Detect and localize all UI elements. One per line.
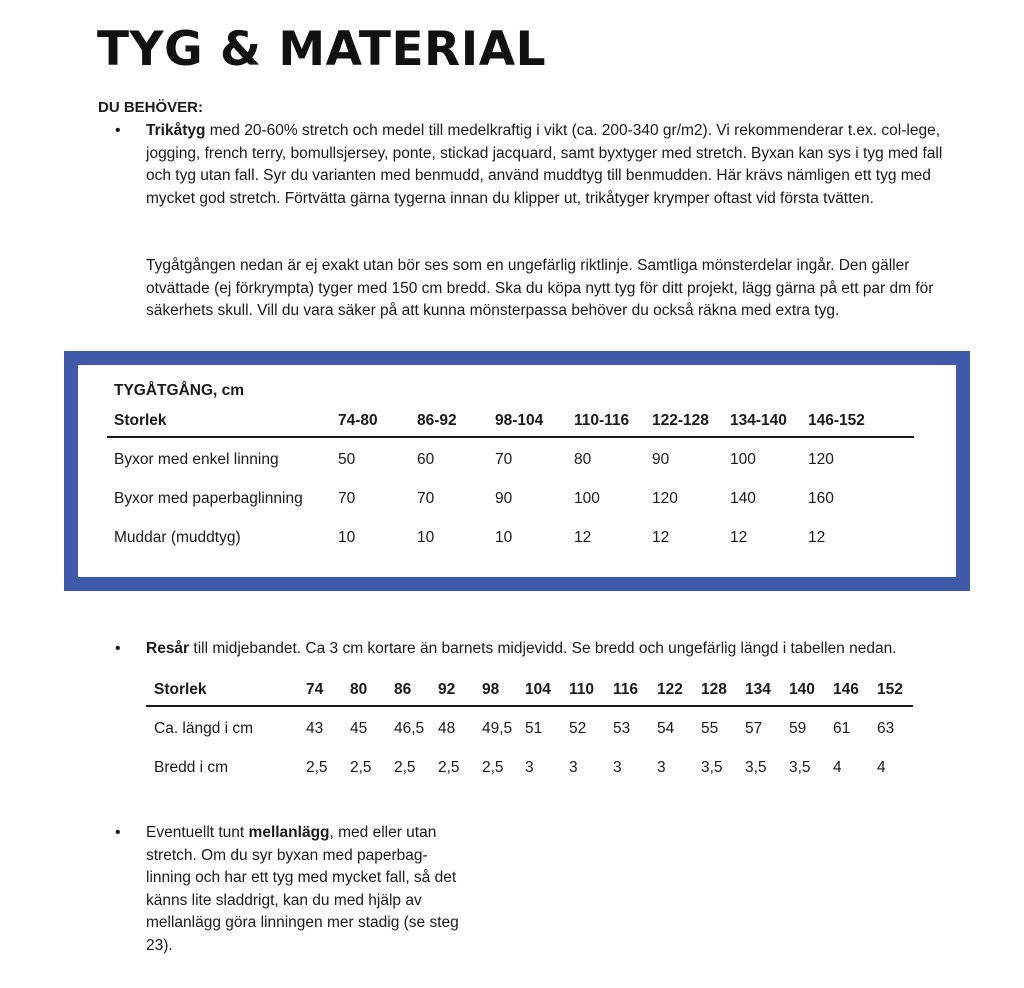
elastic-size-header: 98 bbox=[482, 681, 500, 698]
elastic-cell: 3 bbox=[525, 759, 534, 776]
elastic-cell: 2,5 bbox=[350, 759, 372, 776]
fabric-size-header: 74-80 bbox=[338, 412, 378, 429]
fabric-cell: 120 bbox=[652, 490, 678, 507]
elastic-size-header: 86 bbox=[394, 681, 412, 698]
elastic-size-header: 128 bbox=[701, 681, 727, 698]
elastic-cell: 48 bbox=[438, 720, 456, 737]
interfacing-lead: mellanlägg bbox=[248, 824, 330, 841]
elastic-size-header: 92 bbox=[438, 681, 456, 698]
elastic-cell: 61 bbox=[833, 720, 851, 737]
elastic-cell: 3,5 bbox=[701, 759, 723, 776]
elastic-size-header: 152 bbox=[877, 681, 903, 698]
fabric-cell: 12 bbox=[652, 529, 670, 546]
fabric-size-header: 134-140 bbox=[730, 412, 787, 429]
fabric-size-header: 146-152 bbox=[808, 412, 865, 429]
elastic-cell: 4 bbox=[833, 759, 842, 776]
fabric-size-header: 98-104 bbox=[495, 412, 544, 429]
elastic-size-header: 74 bbox=[306, 681, 324, 698]
section-heading: DU BEHÖVER: bbox=[98, 99, 204, 116]
elastic-cell: 51 bbox=[525, 720, 543, 737]
elastic-size-header: 104 bbox=[525, 681, 551, 698]
interfacing-prefix: Eventuellt tunt bbox=[146, 824, 249, 841]
fabric-row-label: Byxor med paperbaglinning bbox=[114, 490, 303, 507]
fabric-cell: 90 bbox=[495, 490, 513, 507]
elastic-cell: 3 bbox=[657, 759, 666, 776]
fabric-cell: 140 bbox=[730, 490, 756, 507]
bullet-icon: • bbox=[115, 640, 121, 657]
elastic-cell: 46,5 bbox=[394, 720, 425, 737]
fabric-cell: 120 bbox=[808, 451, 834, 468]
elastic-body: till midjebandet. Ca 3 cm kortare än barnets midjevidd. Se bredd och ungefärlig längd i tabellen nedan. bbox=[189, 640, 897, 657]
elastic-size-header: 140 bbox=[789, 681, 815, 698]
fabric-table-rule bbox=[107, 436, 914, 438]
elastic-cell: 63 bbox=[877, 720, 895, 737]
fabric-usage-frame bbox=[64, 351, 970, 591]
elastic-cell: 43 bbox=[306, 720, 324, 737]
fabric-row-label: Muddar (muddtyg) bbox=[114, 529, 241, 546]
fabric-cell: 50 bbox=[338, 451, 356, 468]
elastic-size-header: 80 bbox=[350, 681, 368, 698]
fabric-usage-note: Tygåtgången nedan är ej exakt utan bör ses som en ungefärlig riktlinje. Samtliga mönsterdelar ingår. Den gäller otvättade (ej förkrympta) tyger med 150 cm bredd. Ska du köpa nytt tyg för ditt projekt, lägg gärna på ett par dm för säkerhets skull. Vill du vara säker på att kunna mönsterpassa behöver du också räkna med extra tyg. bbox=[146, 257, 934, 319]
fabric-cell: 10 bbox=[495, 529, 513, 546]
fabric-cell: 12 bbox=[574, 529, 592, 546]
fabric-cell: 80 bbox=[574, 451, 592, 468]
elastic-cell: 2,5 bbox=[482, 759, 504, 776]
page-title: TYG & MATERIAL bbox=[97, 22, 547, 77]
fabric-cell: 12 bbox=[808, 529, 826, 546]
elastic-size-header: 116 bbox=[613, 681, 639, 698]
bullet-icon: • bbox=[115, 824, 121, 841]
elastic-size-header: 134 bbox=[745, 681, 771, 698]
fabric-cell: 90 bbox=[652, 451, 670, 468]
interfacing-text bbox=[146, 822, 464, 957]
knit-fabric-body: med 20-60% stretch och medel till medelkraftig i vikt (ca. 200-340 gr/m2). Vi rekommenderar t.ex. col-lege, jogging, french terry, bomullsjersey, ponte, stickad jacquard, samt byxtyger med stretch. Byxan kan sys i tyg med fall och tyg utan fall. Syr du varianten med benmudd, använd muddtyg till benmudden. Här krävs nämligen ett tyg med mycket god stretch. Förtvätta gärna tygerna innan du klipper ut, trikåtyger krymper oftast vid första tvätten. bbox=[146, 122, 943, 207]
fabric-cell: 70 bbox=[495, 451, 513, 468]
fabric-cell: 70 bbox=[338, 490, 356, 507]
elastic-cell: 53 bbox=[613, 720, 631, 737]
elastic-cell: 3,5 bbox=[745, 759, 767, 776]
knit-fabric-lead: Trikåtyg bbox=[146, 122, 206, 139]
elastic-cell: 52 bbox=[569, 720, 587, 737]
elastic-lead: Resår bbox=[146, 640, 190, 657]
fabric-cell: 70 bbox=[417, 490, 435, 507]
fabric-cell: 10 bbox=[338, 529, 356, 546]
elastic-cell: 2,5 bbox=[438, 759, 460, 776]
interfacing-body: , med eller utan stretch. Om du syr byxan med paperbag-linning och har ett tyg med mycket fall, så det känns lite sladdrigt, kan du med hjälp av mellanlägg göra linningen mer stadig (se steg 23). bbox=[146, 824, 459, 954]
elastic-cell: 57 bbox=[745, 720, 763, 737]
fabric-size-header: 86-92 bbox=[417, 412, 457, 429]
elastic-cell: 2,5 bbox=[394, 759, 416, 776]
fabric-table-title: TYGÅTGÅNG, cm bbox=[114, 382, 245, 399]
elastic-size-header: 110 bbox=[569, 681, 595, 698]
elastic-cell: 3 bbox=[569, 759, 578, 776]
knit-fabric-text bbox=[146, 120, 954, 210]
elastic-row-label: Bredd i cm bbox=[154, 759, 229, 776]
fabric-usage-table bbox=[78, 365, 956, 577]
elastic-cell: 55 bbox=[701, 720, 719, 737]
elastic-table-row-header: Storlek bbox=[154, 681, 207, 698]
elastic-cell: 49,5 bbox=[482, 720, 513, 737]
elastic-row-label: Ca. längd i cm bbox=[154, 720, 254, 737]
fabric-cell: 60 bbox=[417, 451, 435, 468]
elastic-cell: 4 bbox=[877, 759, 886, 776]
elastic-cell: 3 bbox=[613, 759, 622, 776]
elastic-table-rule bbox=[146, 705, 913, 707]
elastic-cell: 2,5 bbox=[306, 759, 328, 776]
fabric-row-label: Byxor med enkel linning bbox=[114, 451, 279, 468]
fabric-cell: 10 bbox=[417, 529, 435, 546]
elastic-cell: 54 bbox=[657, 720, 675, 737]
fabric-table-row-header: Storlek bbox=[114, 412, 167, 429]
fabric-cell: 12 bbox=[730, 529, 748, 546]
fabric-cell: 100 bbox=[574, 490, 600, 507]
fabric-cell: 100 bbox=[730, 451, 756, 468]
fabric-cell: 160 bbox=[808, 490, 834, 507]
elastic-cell: 3,5 bbox=[789, 759, 811, 776]
bullet-icon: • bbox=[115, 122, 121, 139]
fabric-size-header: 110-116 bbox=[574, 412, 630, 429]
elastic-cell: 45 bbox=[350, 720, 368, 737]
fabric-size-header: 122-128 bbox=[652, 412, 709, 429]
elastic-size-header: 122 bbox=[657, 681, 683, 698]
elastic-size-header: 146 bbox=[833, 681, 859, 698]
elastic-cell: 59 bbox=[789, 720, 807, 737]
elastic-text bbox=[146, 638, 986, 661]
